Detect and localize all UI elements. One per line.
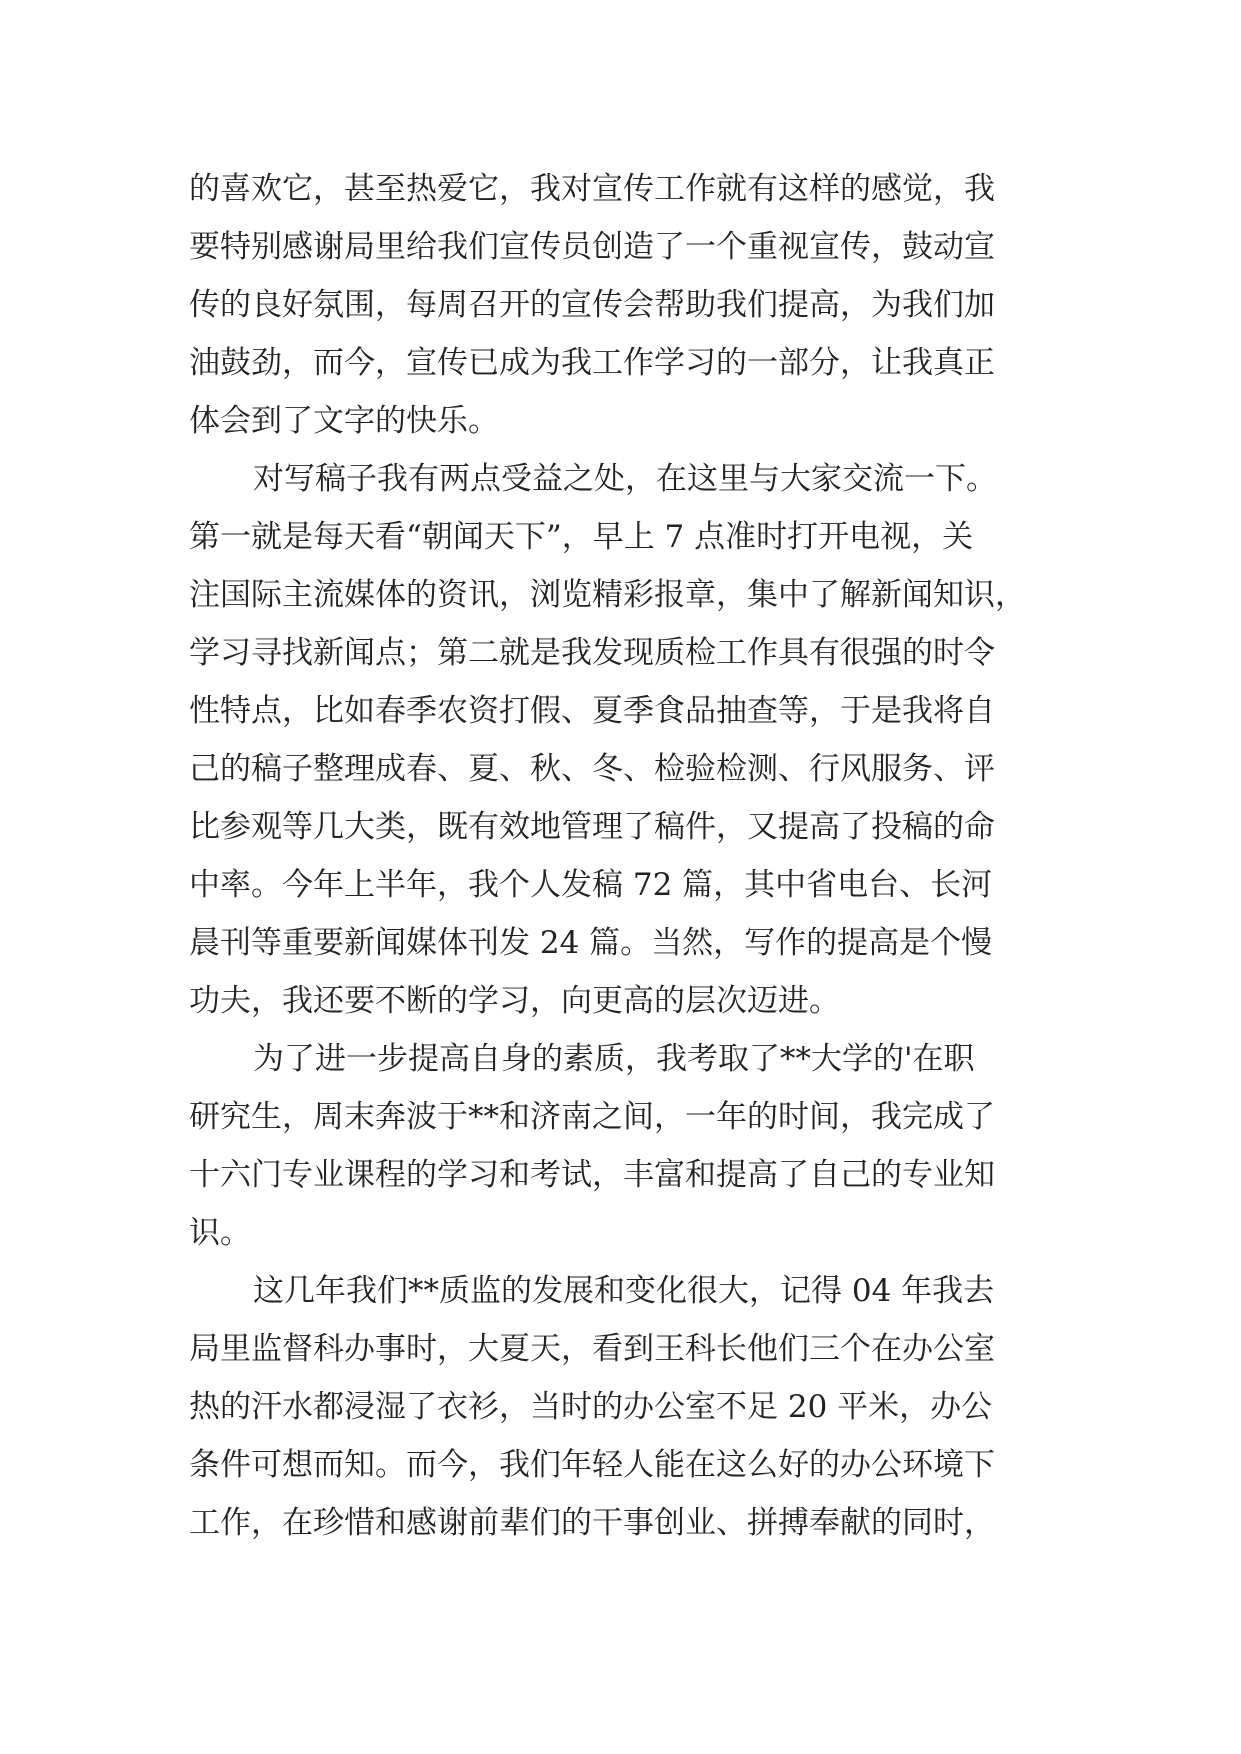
paragraph-first-line: 对写稿子我有两点受益之处，在这里与大家交流一下。 xyxy=(253,461,997,497)
text-line: 十六门专业课程的学习和考试，丰富和提高了自己的专业知 xyxy=(189,1157,995,1193)
text-line: 工作，在珍惜和感谢前辈们的干事创业、拼搏奉献的同时， xyxy=(189,1505,995,1541)
text-line: 比参观等几大类，既有效地管理了稿件，又提高了投稿的命 xyxy=(189,809,995,845)
text-line: 热的汗水都浸湿了衣衫，当时的办公室不足 20 平米，办公 xyxy=(189,1389,993,1425)
text-line: 识。 xyxy=(189,1215,251,1251)
text-line: 学习寻找新闻点；第二就是我发现质检工作具有很强的时令 xyxy=(189,635,995,671)
text-line: 的喜欢它，甚至热爱它，我对宣传工作就有这样的感觉，我 xyxy=(189,171,995,207)
text-line: 条件可想而知。而今，我们年轻人能在这么好的办公环境下 xyxy=(189,1447,995,1483)
paragraph-first-line: 这几年我们**质监的发展和变化很大，记得 04 年我去 xyxy=(253,1273,995,1309)
text-line: 性特点，比如春季农资打假、夏季食品抽查等，于是我将自 xyxy=(189,693,995,729)
text-line: 第一就是每天看“朝闻天下”，早上 7 点准时打开电视，关 xyxy=(189,519,974,555)
text-line: 研究生，周末奔波于**和济南之间，一年的时间，我完成了 xyxy=(189,1099,995,1135)
document-body xyxy=(189,160,1069,1552)
text-line: 注国际主流媒体的资讯，浏览精彩报章，集中了解新闻知识， xyxy=(189,577,1026,613)
text-line: 己的稿子整理成春、夏、秋、冬、检验检测、行风服务、评 xyxy=(189,751,995,787)
text-line: 功夫，我还要不断的学习，向更高的层次迈进。 xyxy=(189,983,840,1019)
text-line: 油鼓劲，而今，宣传已成为我工作学习的一部分，让我真正 xyxy=(189,345,995,381)
text-line: 传的良好氛围，每周召开的宣传会帮助我们提高，为我们加 xyxy=(189,287,995,323)
paragraph-first-line: 为了进一步提高自身的素质，我考取了**大学的'在职 xyxy=(253,1041,975,1077)
text-line: 局里监督科办事时，大夏天，看到王科长他们三个在办公室 xyxy=(189,1331,995,1367)
text-line: 晨刊等重要新闻媒体刊发 24 篇。当然，写作的提高是个慢 xyxy=(189,925,993,961)
text-line: 体会到了文字的快乐。 xyxy=(189,403,499,439)
text-line: 要特别感谢局里给我们宣传员创造了一个重视宣传，鼓动宣 xyxy=(189,229,995,265)
text-line: 中率。今年上半年，我个人发稿 72 篇，其中省电台、长河 xyxy=(189,867,993,903)
